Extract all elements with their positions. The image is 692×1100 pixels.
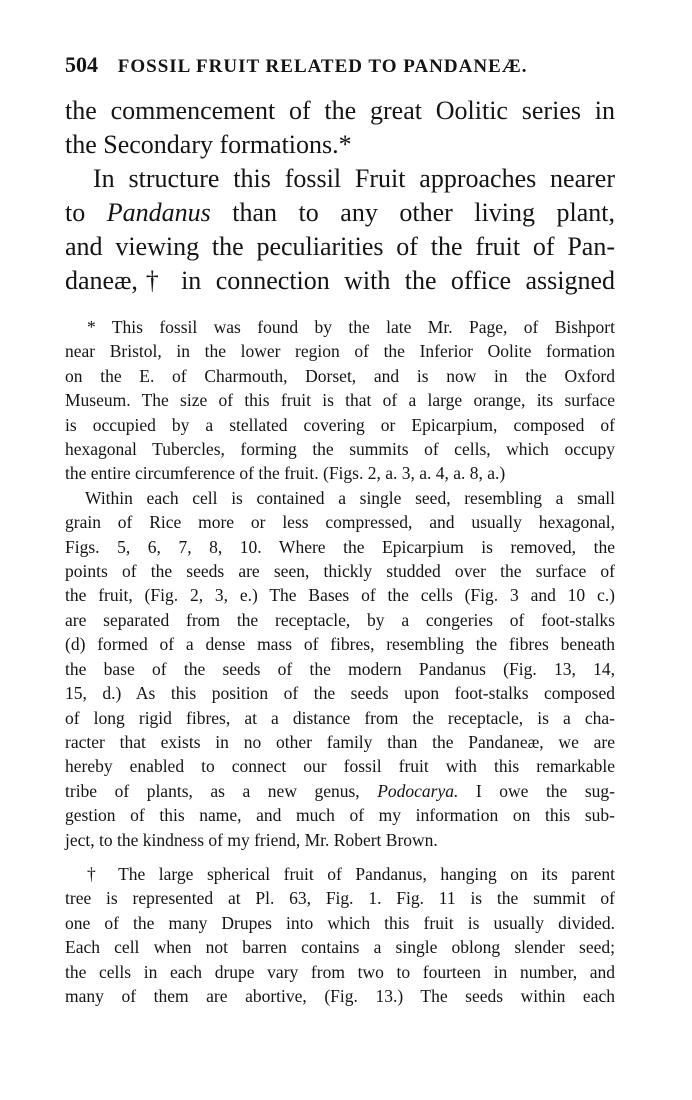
page-number: 504: [65, 52, 98, 77]
footnotes: [65, 315, 615, 1008]
footnote-line: Museum. The size of this fruit is that of a large orange, its surface: [65, 390, 615, 411]
main-line: the Secondary formations.*: [65, 130, 352, 159]
footnote-line: on the E. of Charmouth, Dorset, and is now in the Oxford: [65, 365, 615, 386]
footnote-line: near Bristol, in the lower region of the Inferior Oolite formation: [65, 341, 615, 362]
footnote-line: racter that exists in no other family than the Pandaneæ, we are: [65, 731, 615, 752]
main-text-run: than to any other living plant,: [210, 198, 615, 227]
main-line: [65, 196, 615, 230]
italic-genus-name: Podocarya.: [377, 780, 459, 801]
footnote-line: hereby enabled to connect our fossil fruit with this remarkable: [65, 756, 615, 777]
footnote-text-run: tribe of plants, as a new genus,: [65, 780, 378, 801]
footnote-line: of long rigid fibres, at a distance from the receptacle, is a cha-: [65, 707, 615, 728]
running-header: [65, 52, 625, 78]
footnote-line: (d) formed of a dense mass of fibres, resembling the fibres beneath: [65, 634, 615, 655]
footnote-text-run: I owe the sug-: [458, 780, 615, 801]
footnote-line: tree is represented at Pl. 63, Fig. 1. Fig. 11 is the summit of: [65, 888, 615, 909]
footnote-line: Within each cell is contained a single seed, resembling a small: [85, 487, 615, 508]
footnote-line: the base of the seeds of the modern Pandanus (Fig. 13, 14,: [65, 658, 615, 679]
footnote-line: the fruit, (Fig. 2, 3, e.) The Bases of the cells (Fig. 3 and 10 c.): [65, 585, 615, 606]
footnote-line: * This fossil was found by the late Mr. Page, of Bishport: [87, 317, 615, 337]
footnote-line: ject, to the kindness of my friend, Mr. Robert Brown.: [65, 829, 438, 850]
footnote-line: are separated from the receptacle, by a congeries of foot-stalks: [65, 609, 615, 630]
main-line: daneæ,† in connection with the office assigned: [65, 266, 615, 295]
main-line: the commencement of the great Oolitic series in: [65, 96, 615, 125]
footnote-line: Each cell when not barren contains a single oblong slender seed;: [65, 937, 615, 958]
footnote-line: gestion of this name, and much of my information on this sub-: [65, 805, 615, 826]
footnote-line: hexagonal Tubercles, forming the summits of cells, which occupy: [65, 439, 615, 460]
footnote-gap: [65, 852, 615, 862]
footnote-line: points of the seeds are seen, thickly studded over the surface of: [65, 561, 615, 582]
footnote-line: 15, d.) As this position of the seeds upon foot-stalks composed: [65, 683, 615, 704]
footnote-line: is occupied by a stellated covering or Epicarpium, composed of: [65, 414, 615, 435]
footnote-line: † The large spherical fruit of Pandanus, hanging on its parent: [87, 863, 615, 884]
footnote-line: [65, 779, 615, 803]
footnote-line: many of them are abortive, (Fig. 13.) The seeds within each: [65, 985, 615, 1006]
footnote-asterisk: [65, 315, 615, 852]
footnote-line: the cells in each drupe vary from two to fourteen in number, and: [65, 961, 615, 982]
footnote-line: one of the many Drupes into which this fruit is usually divided.: [65, 912, 615, 933]
main-text-run: to: [65, 198, 107, 227]
main-line: In structure this fossil Fruit approaches nearer: [93, 164, 615, 193]
footnote-line: the entire circumference of the fruit. (Figs. 2, a. 3, a. 4, a. 8, a.): [65, 463, 506, 484]
footnote-line: grain of Rice more or less compressed, and usually hexagonal,: [65, 512, 615, 533]
running-title: FOSSIL FRUIT RELATED TO PANDANEÆ.: [117, 56, 528, 77]
footnote-line: Figs. 5, 6, 7, 8, 10. Where the Epicarpium is removed, the: [65, 536, 615, 557]
main-text: [65, 94, 615, 298]
italic-genus-name: Pandanus: [106, 198, 211, 227]
footnote-dagger: [65, 862, 615, 1008]
main-line: and viewing the peculiarities of the fruit of Pan-: [65, 232, 615, 261]
